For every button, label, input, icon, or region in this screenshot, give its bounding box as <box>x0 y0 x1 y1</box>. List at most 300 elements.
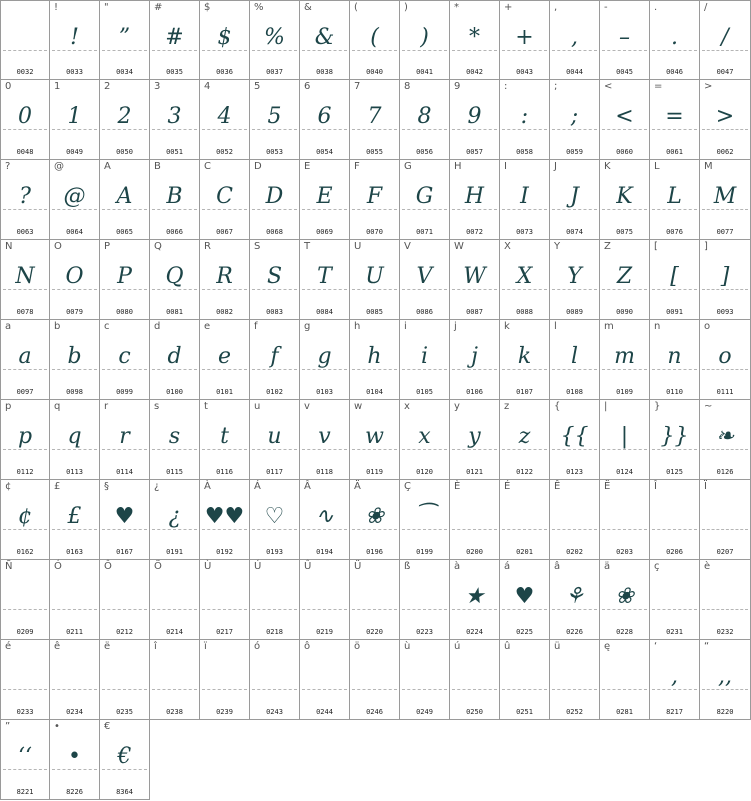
key-label: f <box>254 321 258 332</box>
char-code: 0097 <box>16 388 34 396</box>
glyph-cell <box>500 160 550 240</box>
glyph-cell <box>50 480 100 560</box>
key-label: t <box>204 401 208 412</box>
key-label: - <box>604 2 608 13</box>
baseline-divider <box>3 529 47 530</box>
char-code: 0108 <box>566 388 583 396</box>
glyph-cell <box>150 80 200 160</box>
char-code: 0038 <box>316 68 333 76</box>
glyph-cell <box>0 720 50 800</box>
glyph-cell <box>0 400 50 480</box>
glyph-cell <box>350 0 400 80</box>
glyph-cell <box>100 0 150 80</box>
key-label: : <box>504 81 508 92</box>
key-label: 7 <box>354 81 361 92</box>
glyph-cell <box>200 0 250 80</box>
glyph-sample: ❧ <box>715 424 735 449</box>
key-label: Z <box>604 241 611 252</box>
key-label: k <box>504 321 510 332</box>
glyph-cell <box>650 0 700 80</box>
glyph-sample: ♥ <box>114 504 135 529</box>
glyph-cell <box>300 400 350 480</box>
baseline-divider <box>552 449 597 450</box>
glyph-sample: p <box>17 424 33 449</box>
baseline-divider <box>452 209 497 210</box>
key-label: Ê <box>554 481 561 492</box>
glyph-cell <box>150 320 200 400</box>
glyph-cell <box>650 320 700 400</box>
glyph-sample: n <box>667 344 682 369</box>
baseline-divider <box>402 50 447 51</box>
baseline-divider <box>252 609 297 610</box>
char-code: 8220 <box>716 708 734 716</box>
glyph-cell <box>650 400 700 480</box>
glyph-sample: B <box>166 184 183 209</box>
glyph-cell <box>550 560 600 640</box>
glyph-cell <box>0 640 50 720</box>
glyph-sample: ♥ <box>514 584 535 609</box>
char-code: 0116 <box>216 468 233 476</box>
glyph-cell <box>450 160 500 240</box>
key-label: ú <box>454 641 461 652</box>
glyph-sample: * <box>469 25 480 50</box>
glyph-cell <box>300 80 350 160</box>
baseline-divider <box>102 769 147 770</box>
glyph-cell <box>50 640 100 720</box>
char-code: 0199 <box>416 548 433 556</box>
char-code: 0163 <box>66 548 83 556</box>
baseline-divider <box>552 209 597 210</box>
char-code: 0080 <box>116 308 133 316</box>
baseline-divider <box>452 689 497 690</box>
glyph-sample: ] <box>720 264 730 289</box>
baseline-divider <box>452 50 497 51</box>
key-label: z <box>504 401 510 412</box>
glyph-sample: k <box>517 344 532 369</box>
glyph-cell <box>600 240 650 320</box>
glyph-cell <box>300 0 350 80</box>
char-code: 0192 <box>216 548 233 556</box>
baseline-divider <box>302 289 347 290</box>
glyph-cell <box>550 640 600 720</box>
glyph-cell <box>200 160 250 240</box>
key-label: ô <box>304 641 311 652</box>
key-label: 2 <box>104 81 111 92</box>
key-label: £ <box>54 481 61 492</box>
char-code: 0193 <box>266 548 283 556</box>
baseline-divider <box>352 209 397 210</box>
key-label: 6 <box>304 81 311 92</box>
key-label: Ñ <box>5 561 13 572</box>
glyph-sample: 9 <box>467 104 482 129</box>
glyph-cell <box>650 640 700 720</box>
baseline-divider <box>452 369 497 370</box>
baseline-divider <box>302 50 347 51</box>
glyph-cell <box>0 560 50 640</box>
baseline-divider <box>502 209 547 210</box>
char-code: 0244 <box>316 708 333 716</box>
key-label: " <box>104 2 109 13</box>
glyph-sample: / <box>721 25 729 50</box>
glyph-sample: + <box>515 25 534 50</box>
key-label: ü <box>554 641 561 652</box>
baseline-divider <box>502 449 547 450</box>
char-code: 0054 <box>316 148 333 156</box>
char-code: 0059 <box>566 148 583 156</box>
char-code: 0073 <box>516 228 533 236</box>
glyph-cell <box>200 80 250 160</box>
glyph-sample: h <box>367 344 382 369</box>
char-code: 0086 <box>416 308 433 316</box>
glyph-sample: € <box>117 744 132 769</box>
key-label: R <box>204 241 211 252</box>
glyph-sample: {{ <box>560 424 589 449</box>
glyph-sample: ❀ <box>365 504 384 529</box>
glyph-cell <box>600 320 650 400</box>
char-code: 0119 <box>366 468 383 476</box>
glyph-cell <box>350 640 400 720</box>
char-code: 0088 <box>516 308 533 316</box>
glyph-sample: E <box>316 184 333 209</box>
char-code: 0090 <box>616 308 633 316</box>
key-label: ¿ <box>154 481 160 492</box>
key-label: | <box>604 401 608 412</box>
glyph-sample: V <box>416 264 433 289</box>
baseline-divider <box>3 369 47 370</box>
key-label: û <box>504 641 511 652</box>
baseline-divider <box>402 689 447 690</box>
glyph-cell <box>400 640 450 720</box>
key-label: r <box>104 401 109 412</box>
glyph-sample: U <box>365 264 384 289</box>
key-label: ] <box>704 241 708 252</box>
glyph-cell <box>650 160 700 240</box>
char-code: 0243 <box>266 708 283 716</box>
glyph-cell <box>50 160 100 240</box>
char-code: 0099 <box>116 388 133 396</box>
glyph-sample: v <box>318 424 331 449</box>
char-code: 0051 <box>166 148 183 156</box>
key-label: & <box>304 2 312 13</box>
key-label: D <box>254 161 262 172</box>
glyph-cell <box>300 160 350 240</box>
glyph-cell <box>400 480 450 560</box>
glyph-cell <box>450 80 500 160</box>
glyph-cell <box>0 240 50 320</box>
key-label: I <box>504 161 507 172</box>
char-code: 0098 <box>66 388 83 396</box>
char-code: 0110 <box>666 388 683 396</box>
char-code: 0228 <box>616 628 633 636</box>
glyph-cell <box>500 0 550 80</box>
baseline-divider <box>402 369 447 370</box>
char-code: 0069 <box>316 228 333 236</box>
baseline-divider <box>252 289 297 290</box>
key-label: a <box>5 321 12 332</box>
key-label: J <box>554 161 557 172</box>
key-label: é <box>5 641 12 652</box>
glyph-sample: ⁀ <box>415 504 434 529</box>
key-label: $ <box>204 2 211 13</box>
baseline-divider <box>102 449 147 450</box>
key-label: w <box>354 401 363 412</box>
char-code: 0220 <box>366 628 383 636</box>
key-label: ó <box>254 641 261 652</box>
glyph-cell <box>150 0 200 80</box>
baseline-divider <box>252 529 297 530</box>
baseline-divider <box>652 369 697 370</box>
key-label: } <box>654 401 661 412</box>
char-code: 0101 <box>216 388 233 396</box>
char-code: 0047 <box>716 68 734 76</box>
baseline-divider <box>352 449 397 450</box>
glyph-sample: b <box>67 344 82 369</box>
key-label: ¢ <box>5 481 12 492</box>
glyph-sample: c <box>118 344 131 369</box>
glyph-cell <box>600 480 650 560</box>
key-label: Q <box>154 241 162 252</box>
char-code: 0207 <box>716 548 734 556</box>
char-code: 0109 <box>616 388 633 396</box>
baseline-divider <box>3 289 47 290</box>
glyph-cell <box>350 560 400 640</box>
baseline-divider <box>202 689 247 690</box>
char-code: 0214 <box>166 628 183 636</box>
char-code: 0036 <box>216 68 233 76</box>
glyph-cell <box>50 400 100 480</box>
char-code: 0126 <box>716 468 734 476</box>
glyph-cell <box>450 240 500 320</box>
baseline-divider <box>702 609 748 610</box>
glyph-cell <box>200 480 250 560</box>
glyph-cell <box>350 480 400 560</box>
char-code: 0117 <box>266 468 283 476</box>
glyph-cell <box>700 0 751 80</box>
glyph-sample: ❀ <box>615 584 634 609</box>
char-code: 0033 <box>66 68 83 76</box>
char-code: 8364 <box>116 788 133 796</box>
glyph-sample: @ <box>63 184 86 209</box>
glyph-sample: > <box>715 104 735 129</box>
key-label: § <box>104 481 109 492</box>
key-label: C <box>204 161 211 172</box>
baseline-divider <box>502 689 547 690</box>
char-code: 0196 <box>366 548 383 556</box>
baseline-divider <box>152 50 197 51</box>
baseline-divider <box>352 689 397 690</box>
char-code: 0065 <box>116 228 133 236</box>
glyph-sample: • <box>68 744 81 769</box>
glyph-sample: W <box>463 264 486 289</box>
key-label: # <box>154 2 163 13</box>
glyph-sample: O <box>65 264 84 289</box>
key-label: ö <box>354 641 361 652</box>
glyph-sample: ( <box>370 25 379 50</box>
key-label: . <box>654 2 658 13</box>
key-label: À <box>204 481 211 492</box>
key-label: G <box>404 161 412 172</box>
glyph-sample: 1 <box>67 104 82 129</box>
key-label: ” <box>5 721 11 732</box>
char-code: 0045 <box>616 68 633 76</box>
baseline-divider <box>502 50 547 51</box>
key-label: A <box>104 161 111 172</box>
glyph-cell <box>450 0 500 80</box>
glyph-sample: ♡ <box>264 504 285 529</box>
glyph-sample: A <box>116 184 133 209</box>
key-label: 0 <box>5 81 12 92</box>
key-label: V <box>404 241 411 252</box>
baseline-divider <box>252 449 297 450</box>
glyph-sample: & <box>314 25 335 50</box>
baseline-divider <box>702 689 748 690</box>
key-label: e <box>204 321 211 332</box>
char-code: 0060 <box>616 148 633 156</box>
baseline-divider <box>3 50 47 51</box>
char-code: 0249 <box>416 708 433 716</box>
key-label: ë <box>104 641 111 652</box>
baseline-divider <box>152 289 197 290</box>
glyph-sample: K <box>616 184 633 209</box>
glyph-cell <box>400 80 450 160</box>
char-code: 0085 <box>366 308 383 316</box>
glyph-cell <box>300 320 350 400</box>
key-label: Á <box>254 481 261 492</box>
glyph-cell <box>250 320 300 400</box>
baseline-divider <box>3 769 47 770</box>
key-label: Ï <box>704 481 707 492</box>
char-code: 0217 <box>216 628 233 636</box>
glyph-cell <box>300 480 350 560</box>
glyph-cell <box>200 640 250 720</box>
key-label: ~ <box>704 401 713 412</box>
glyph-sample: Q <box>165 264 184 289</box>
glyph-cell <box>100 720 150 800</box>
glyph-sample: D <box>265 184 284 209</box>
glyph-cell <box>50 560 100 640</box>
glyph-sample: 7 <box>367 104 382 129</box>
baseline-divider <box>552 529 597 530</box>
key-label: á <box>504 561 511 572</box>
char-code: 0203 <box>616 548 633 556</box>
char-code: 0233 <box>16 708 34 716</box>
char-code: 0083 <box>266 308 283 316</box>
glyph-sample: r <box>119 424 130 449</box>
baseline-divider <box>352 529 397 530</box>
baseline-divider <box>452 289 497 290</box>
baseline-divider <box>202 209 247 210</box>
char-code: 0111 <box>716 388 734 396</box>
baseline-divider <box>402 529 447 530</box>
key-label: Ô <box>104 561 112 572</box>
key-label: X <box>504 241 511 252</box>
glyph-sample: m <box>614 344 635 369</box>
key-label: È <box>454 481 461 492</box>
char-code: 0120 <box>416 468 433 476</box>
key-label: > <box>704 81 713 92</box>
key-label: Y <box>554 241 561 252</box>
glyph-cell <box>250 480 300 560</box>
glyph-cell <box>0 80 50 160</box>
baseline-divider <box>52 449 97 450</box>
char-code: 0103 <box>316 388 333 396</box>
glyph-cell <box>550 320 600 400</box>
char-code: 0209 <box>16 628 34 636</box>
char-code: 0062 <box>716 148 734 156</box>
glyph-cell <box>100 640 150 720</box>
char-code: 0162 <box>16 548 34 556</box>
char-code: 0049 <box>66 148 83 156</box>
glyph-sample: l <box>570 344 579 369</box>
key-label: [ <box>654 241 658 252</box>
char-code: 0079 <box>66 308 83 316</box>
char-code: 0068 <box>266 228 283 236</box>
baseline-divider <box>702 129 748 130</box>
glyph-sample: 2 <box>117 104 132 129</box>
key-label: M <box>704 161 713 172</box>
key-label: ? <box>5 161 11 172</box>
glyph-cell <box>700 560 751 640</box>
key-label: q <box>54 401 61 412</box>
glyph-cell <box>0 160 50 240</box>
key-label: Û <box>304 561 312 572</box>
key-label: = <box>654 81 663 92</box>
baseline-divider <box>652 50 697 51</box>
baseline-divider <box>702 209 748 210</box>
key-label: % <box>254 2 264 13</box>
key-label: H <box>454 161 462 172</box>
glyph-sample: ¿ <box>168 504 181 529</box>
key-label: h <box>354 321 361 332</box>
glyph-sample: 6 <box>317 104 332 129</box>
glyph-sample: ” <box>118 25 131 50</box>
key-label: u <box>254 401 261 412</box>
glyph-cell <box>200 560 250 640</box>
char-code: 0113 <box>66 468 83 476</box>
glyph-sample: ,, <box>718 664 732 689</box>
glyph-sample: < <box>615 104 634 129</box>
char-code: 0071 <box>416 228 433 236</box>
char-code: 0084 <box>316 308 333 316</box>
glyph-cell <box>100 80 150 160</box>
char-code: 0032 <box>16 68 34 76</box>
baseline-divider <box>552 50 597 51</box>
char-code: 0112 <box>16 468 34 476</box>
char-code: 0100 <box>166 388 183 396</box>
glyph-sample: S <box>266 264 283 289</box>
char-code: 8226 <box>66 788 83 796</box>
baseline-divider <box>152 689 197 690</box>
key-label: ! <box>54 2 59 13</box>
key-label: , <box>554 2 558 13</box>
char-code: 0226 <box>566 628 583 636</box>
glyph-sample: G <box>415 184 434 209</box>
glyph-sample: N <box>15 264 35 289</box>
key-label: y <box>454 401 460 412</box>
baseline-divider <box>52 129 97 130</box>
glyph-cell <box>500 240 550 320</box>
glyph-cell <box>700 400 751 480</box>
baseline-divider <box>102 289 147 290</box>
baseline-divider <box>302 449 347 450</box>
glyph-sample: # <box>165 25 184 50</box>
baseline-divider <box>252 209 297 210</box>
glyph-cell <box>150 640 200 720</box>
glyph-sample: Y <box>567 264 582 289</box>
glyph-sample: C <box>216 184 233 209</box>
glyph-cell <box>450 320 500 400</box>
char-code: 0072 <box>466 228 483 236</box>
